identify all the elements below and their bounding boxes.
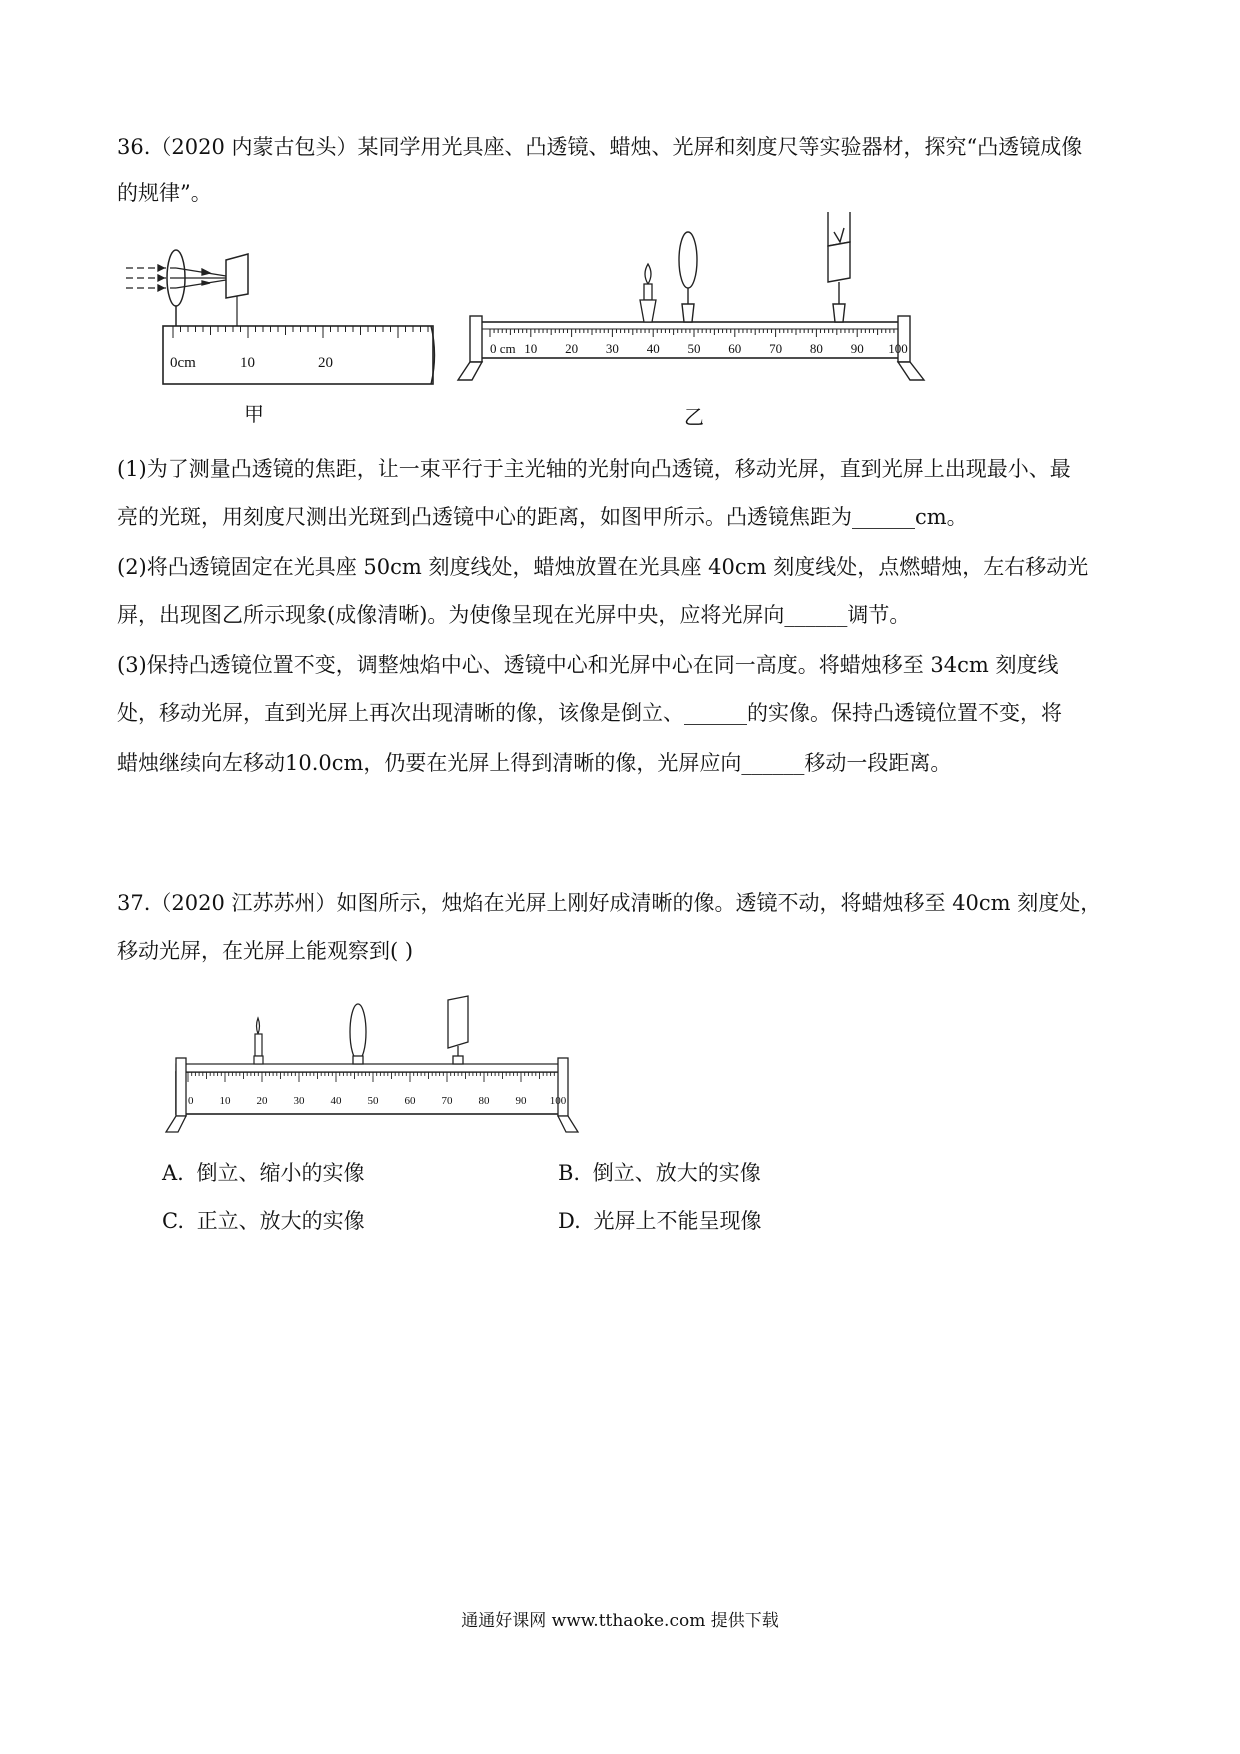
option-letter: A. (162, 1161, 184, 1185)
option-c[interactable] (162, 1206, 365, 1236)
option-text: 光屏上不能呈现像 (593, 1209, 762, 1233)
option-b[interactable] (558, 1158, 761, 1188)
tick-label: 100 (888, 341, 908, 356)
q36-part-line-5: (3)保持凸透镜位置不变，调整烛焰中心、透镜中心和光屏中心在同一高度。将蜡烛移至 34cm 刻度线 (117, 653, 1059, 677)
option-a[interactable] (162, 1158, 365, 1188)
tick-label: 90 (515, 1095, 527, 1107)
q36-stem-line-2: 的规律”。 (117, 181, 212, 205)
caption-jia: 甲 (244, 404, 264, 426)
tick-label: 60 (728, 341, 742, 356)
page-footer: 通通好课网 www.tthaoke.com 提供下载 (461, 1611, 779, 1631)
tick-label: 20 (565, 341, 579, 356)
figure-jia (118, 240, 438, 430)
tick-label: 70 (441, 1095, 453, 1107)
q36-part-line-6: 处，移动光屏，直到光屏上再次出现清晰的像，该像是倒立、______的实像。保持凸透镜位置不变，将 (117, 701, 1062, 725)
screen (828, 212, 850, 322)
caption-yi: 乙 (684, 407, 704, 429)
tick-label: 80 (809, 341, 823, 356)
q36-part-line-7: 蜡烛继续向左移动10.0cm，仍要在光屏上得到清晰的像，光屏应向______移动一段距离。 (117, 751, 952, 775)
tick-label: 90 (850, 341, 864, 356)
q36-part-line-3: (2)将凸透镜固定在光具座 50cm 刻度线处，蜡烛放置在光具座 40cm 刻度线处，点燃蜡烛，左右移动光 (117, 555, 1089, 579)
option-letter: B. (558, 1161, 581, 1185)
tick-label: 70 (769, 341, 783, 356)
q37-stem-line-2: 移动光屏，在光屏上能观察到( ) (117, 939, 414, 963)
candle (640, 264, 656, 322)
tick-label: 20 (318, 355, 333, 371)
tick-label: 50 (687, 341, 701, 356)
tick-label: 0cm (170, 355, 196, 371)
tick-label: 20 (256, 1095, 268, 1107)
q37-stem-line-1: 37.（2020 江苏苏州）如图所示，烛焰在光屏上刚好成清晰的像。透镜不动，将蜡烛移至 40cm 刻度处， (117, 891, 1102, 915)
option-letter: D. (558, 1209, 581, 1233)
figure-yi (452, 212, 942, 432)
option-text: 倒立、缩小的实像 (196, 1161, 365, 1185)
tick-label: 30 (605, 341, 619, 356)
candle (254, 1018, 263, 1064)
convex-lens (350, 1004, 366, 1064)
tick-label: 0 (188, 1095, 194, 1107)
q36-part-line-1: (1)为了测量凸透镜的焦距，让一束平行于主光轴的光射向凸透镜，移动光屏，直到光屏上出现最小、最 (117, 457, 1071, 481)
parallel-light-rays (126, 265, 226, 291)
screen (448, 996, 468, 1064)
option-letter: C. (162, 1209, 184, 1233)
tick-label: 100 (549, 1095, 567, 1107)
convex-lens (679, 232, 697, 322)
tick-label: 60 (404, 1095, 416, 1107)
q36-part-line-4: 屏，出现图乙所示现象(成像清晰)。为使像呈现在光屏中央，应将光屏向______调节。 (117, 603, 911, 627)
q36-stem-line-1: 36.（2020 内蒙古包头）某同学用光具座、凸透镜、蜡烛、光屏和刻度尺等实验器材，探究“凸透镜成像 (117, 135, 1083, 159)
screen (226, 254, 248, 298)
tick-label: 10 (524, 341, 538, 356)
tick-label: 10 (240, 355, 255, 371)
option-text: 倒立、放大的实像 (592, 1161, 761, 1185)
tick-label: 80 (478, 1095, 490, 1107)
option-text: 正立、放大的实像 (196, 1209, 365, 1233)
figure-q37 (162, 994, 582, 1144)
tick-label: 50 (367, 1095, 379, 1107)
tick-label: 30 (293, 1095, 305, 1107)
tick-label: 10 (219, 1095, 231, 1107)
tick-label: 40 (330, 1095, 342, 1107)
q36-part-line-2: 亮的光斑，用刻度尺测出光斑到凸透镜中心的距离，如图甲所示。凸透镜焦距为______cm。 (117, 505, 968, 529)
ruler-jia (163, 326, 435, 384)
tick-label: 0 cm (490, 341, 516, 356)
option-d[interactable] (558, 1206, 761, 1236)
tick-label: 40 (646, 341, 660, 356)
